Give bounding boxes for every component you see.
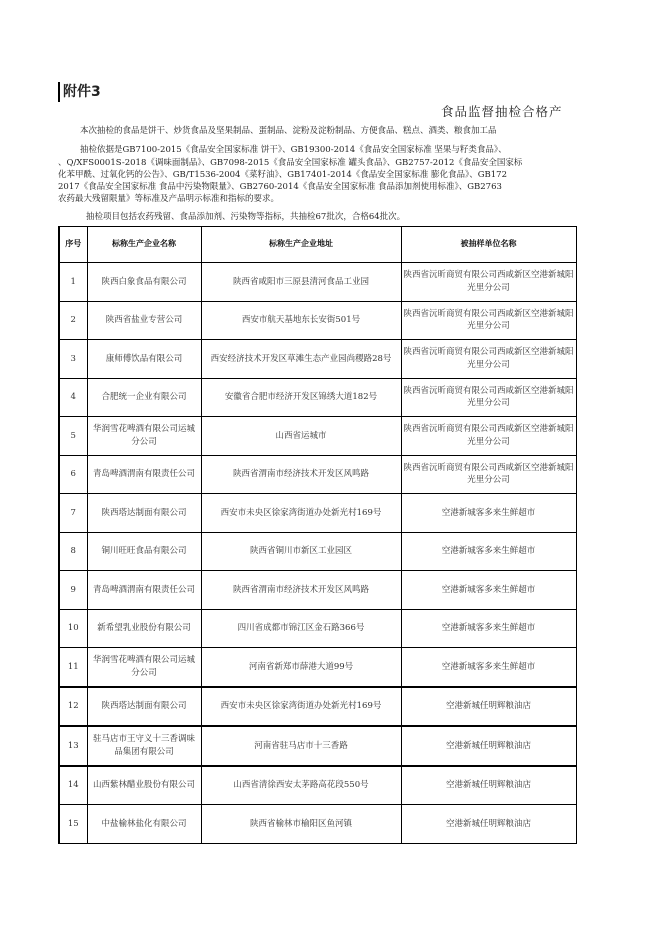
cell-index: 2 (59, 301, 87, 340)
paragraph-basis-line4: 2017《食品安全国家标准 食品中污染物限量》、GB2760-2014《食品安全国家标准 食品添加剂使用标准》、GB2763 (58, 182, 502, 192)
paragraph-items: 抽检项目包括农药残留、食品添加剂、污染物等指标，共抽检67批次，合格64批次。 (86, 212, 406, 222)
cell-address: 西安市航天基地东长安街501号 (201, 301, 401, 340)
cell-address: 安徽省合肥市经济开发区锦绣大道182号 (201, 378, 401, 417)
cell-sampled-unit: 空港新城任明辉粮油店 (401, 766, 576, 805)
cell-company: 陕西省盐业专营公司 (87, 301, 201, 340)
cell-address: 陕西省渭南市经济技术开发区风鸣路 (201, 571, 401, 610)
cell-company: 山西紫林醋业股份有限公司 (87, 766, 201, 805)
cell-index: 12 (59, 687, 87, 727)
cell-address: 陕西省榆林市榆阳区鱼河镇 (201, 805, 401, 844)
table-row (59, 494, 576, 533)
cell-index: 13 (59, 726, 87, 766)
cell-sampled-unit: 空港新城客多来生鲜超市 (401, 648, 576, 687)
cell-index: 5 (59, 417, 87, 456)
cell-index: 11 (59, 648, 87, 687)
table-row (59, 766, 576, 805)
results-table (58, 226, 577, 844)
cell-address: 西安经济技术开发区草滩生态产业园尚稷路28号 (201, 340, 401, 379)
cell-company: 华润雪花啤酒有限公司运城分公司 (87, 648, 201, 687)
paragraph-basis-line3: 化苯甲酰、过氧化钙的公告》、GB/T1536-2004《菜籽油》、GB17401-2014《食品安全国家标准 膨化食品》、GB172 (58, 170, 508, 180)
cell-sampled-unit: 陕西省沅昕商贸有限公司西咸新区空港新城阳光里分公司 (401, 417, 576, 456)
table-row (59, 726, 576, 766)
header-company: 标称生产企业名称 (87, 227, 201, 263)
cell-sampled-unit: 陕西省沅昕商贸有限公司西咸新区空港新城阳光里分公司 (401, 378, 576, 417)
cell-sampled-unit: 空港新城客多来生鲜超市 (401, 571, 576, 610)
cell-sampled-unit: 空港新城任明辉粮油店 (401, 805, 576, 844)
paragraph-basis-line2: 、Q/XFS0001S-2018《调味面制品》、GB7098-2015《食品安全国家标准 罐头食品》、GB2757-2012《食品安全国家标 (58, 158, 523, 168)
table-row (59, 571, 576, 610)
table-row (59, 378, 576, 417)
table-row (59, 648, 576, 687)
cell-company: 华润雪花啤酒有限公司运城分公司 (87, 417, 201, 456)
table-row (59, 455, 576, 494)
cell-company: 青岛啤酒渭南有限责任公司 (87, 455, 201, 494)
annex-label: 附件3 (58, 82, 101, 102)
cell-address: 陕西省咸阳市三原县清河食品工业园 (201, 263, 401, 302)
cell-sampled-unit: 陕西省沅昕商贸有限公司西咸新区空港新城阳光里分公司 (401, 263, 576, 302)
cell-index: 9 (59, 571, 87, 610)
cell-company: 合肥统一企业有限公司 (87, 378, 201, 417)
cell-address: 陕西省铜川市新区工业园区 (201, 532, 401, 571)
cell-sampled-unit: 陕西省沅昕商贸有限公司西咸新区空港新城阳光里分公司 (401, 455, 576, 494)
table-row (59, 609, 576, 648)
cell-address: 西安市未央区徐家湾街道办处新光村169号 (201, 494, 401, 533)
cell-company: 陕西塔达制面有限公司 (87, 494, 201, 533)
table-row (59, 687, 576, 727)
cell-sampled-unit: 空港新城任明辉粮油店 (401, 687, 576, 727)
paragraph-basis: 抽检依据是GB7100-2015《食品安全国家标准 饼干》、GB19300-2014《食品安全国家标准 坚果与籽类食品》、 (80, 145, 507, 155)
cell-address: 四川省成都市锦江区金石路366号 (201, 609, 401, 648)
cell-index: 14 (59, 766, 87, 805)
cell-index: 7 (59, 494, 87, 533)
cell-index: 3 (59, 340, 87, 379)
table-row (59, 805, 576, 844)
cell-company: 中盐榆林盐化有限公司 (87, 805, 201, 844)
table-row (59, 301, 576, 340)
cell-company: 新希望乳业股份有限公司 (87, 609, 201, 648)
cell-sampled-unit: 空港新城客多来生鲜超市 (401, 609, 576, 648)
cell-sampled-unit: 陕西省沅昕商贸有限公司西咸新区空港新城阳光里分公司 (401, 301, 576, 340)
header-index: 序号 (59, 227, 87, 263)
cell-sampled-unit: 陕西省沅昕商贸有限公司西咸新区空港新城阳光里分公司 (401, 340, 576, 379)
cell-company: 铜川旺旺食品有限公司 (87, 532, 201, 571)
cell-address: 陕西省渭南市经济技术开发区风鸣路 (201, 455, 401, 494)
cell-company: 陕西塔达制面有限公司 (87, 687, 201, 727)
paragraph-basis-line5: 农药最大残留限量》等标准及产品明示标准和指标的要求。 (58, 194, 280, 204)
cell-index: 6 (59, 455, 87, 494)
cell-address: 山西省运城市 (201, 417, 401, 456)
table-row (59, 532, 576, 571)
cell-address: 河南省驻马店市十三香路 (201, 726, 401, 766)
cell-index: 1 (59, 263, 87, 302)
table-row (59, 417, 576, 456)
header-address: 标称生产企业地址 (201, 227, 401, 263)
document-title: 食品监督抽检合格产 (441, 104, 563, 119)
table-header (59, 227, 576, 263)
cell-address: 山西省清徐西安太茅路高花段550号 (201, 766, 401, 805)
cell-address: 河南省新郑市薛港大道99号 (201, 648, 401, 687)
cell-sampled-unit: 空港新城客多来生鲜超市 (401, 494, 576, 533)
cell-company: 青岛啤酒渭南有限责任公司 (87, 571, 201, 610)
cell-index: 15 (59, 805, 87, 844)
cell-sampled-unit: 空港新城客多来生鲜超市 (401, 532, 576, 571)
header-sampled-unit: 被抽样单位名称 (401, 227, 576, 263)
table-row (59, 263, 576, 302)
cell-company: 驻马店市王守义十三香调味品集团有限公司 (87, 726, 201, 766)
cell-sampled-unit: 空港新城任明辉粮油店 (401, 726, 576, 766)
cell-company: 陕西白象食品有限公司 (87, 263, 201, 302)
cell-index: 8 (59, 532, 87, 571)
table-row (59, 340, 576, 379)
cell-index: 4 (59, 378, 87, 417)
paragraph-scope: 本次抽检的食品是饼干、炒货食品及坚果制品、蛋制品、淀粉及淀粉制品、方便食品、糕点、酒类、粮食加工品 (80, 126, 497, 136)
cell-address: 西安市未央区徐家湾街道办处新光村169号 (201, 687, 401, 727)
cell-index: 10 (59, 609, 87, 648)
cell-company: 康师傅饮品有限公司 (87, 340, 201, 379)
